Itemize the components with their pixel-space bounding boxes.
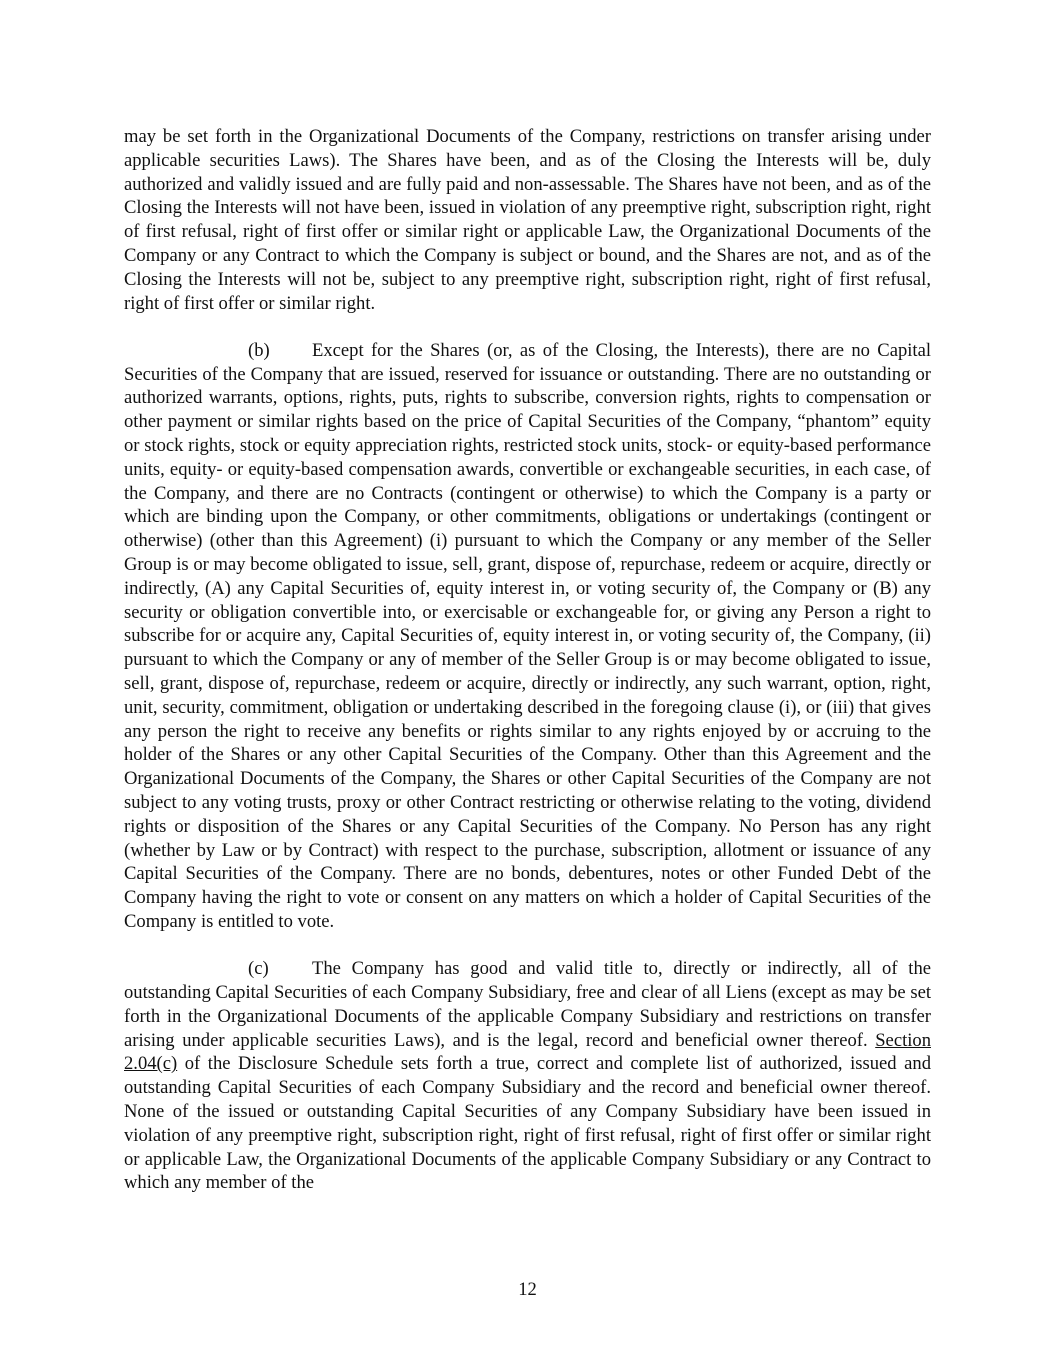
paragraph-b-text: Except for the Shares (or, as of the Closing, the Interests), there are no Capital Securities of the Company that are issued, reserved for issuance or outstanding. There are no outstanding or authorized warrants, options, rights, puts, rights to subscribe, conversion rights, rights to compensation or other payment or similar rights based on the price of Capital Securities of the Company, “phantom” equity or stock rights, stock or equity appreciation rights, restricted stock units, stock- or equity-based performance units, equity- or equity-based compensation awards, convertible or exchangeable securities, in each case, of the Company, and there are no Contracts (contingent or otherwise) to which the Company is a party or which are binding upon the Company, or other commitments, obligations or undertakings (contingent or otherwise) (other than this Agreement) (i) pursuant to which the Company or any member of the Seller Group is or may become obligated to issue, sell, grant, dispose of, repurchase, redeem or acquire, directly or indirectly, (A) any Capital Securities of, equity interest in, or voting security of, the Company or (B) any security or obligation convertible into, or exercisable or exchangeable for, or giving any Person a right to subscribe for or acquire any, Capital Securities of, equity interest in, or voting security of, the Company, (ii) pursuant to which the Company or any of member of the Seller Group is or may become obligated to issue, sell, grant, dispose of, repurchase, redeem or acquire, directly or indirectly, any such warrant, option, right, unit, security, commitment, obligation or undertaking described in the foregoing clause (i), or (iii) that gives any person the right to receive any benefits or rights similar to any rights enjoyed by or accruing to the holder of the Shares or any other Capital Securities of the Company. Other than this Agreement and the Organizational Documents of the Company, the Shares or other Capital Securities of the Company are not subject to any voting trusts, proxy or other Contract restricting or otherwise relating to the voting, dividend rights or disposition of the Shares or any Capital Securities of the Company. No Person has any right (whether by Law or by Contract) with respect to the purchase, subscription, allotment or issuance of any Capital Securities of the Company. There are no bonds, debentures, notes or other Funded Debt of the Company having the right to vote or consent on any matters on which a holder of Capital Securities of the Company is entitled to vote.: [124, 339, 931, 932]
paragraph-c: [124, 957, 931, 1195]
paragraph-b-label: (b): [248, 339, 270, 361]
document-body: [124, 125, 931, 1219]
section-reference-link[interactable]: Section 2.04(c): [124, 1029, 931, 1075]
paragraph-b: [124, 339, 931, 934]
paragraph-c-label: (c): [248, 958, 269, 980]
page-number: 12: [518, 1279, 537, 1300]
paragraph-c-text-after-ref: of the Disclosure Schedule sets forth a true, correct and complete list of authorized, issued and outstanding Capital Securities of each Company Subsidiary and the record and beneficial owner thereof. None of the issued or outstanding Capital Securities of any Company Subsidiary have been issued in violation of any preemptive right, subscription right, right of first refusal, right of first offer or similar right or applicable Law, the Organizational Documents of the applicable Company Subsidiary or any Contract to which any member of the: [124, 1053, 931, 1194]
paragraph-c-text-before-ref: The Company has good and valid title to, directly or indirectly, all of the outstanding Capital Securities of each Company Subsidiary, free and clear of all Liens (except as may be set forth in the Organizational Documents of the applicable Company Subsidiary and restrictions on transfer arising under applicable securities Laws), and is the legal, record and beneficial owner thereof.: [124, 958, 931, 1051]
paragraph-a-continuation: may be set forth in the Organizational Documents of the Company, restrictions on transfer arising under applicable securities Laws). The Shares have been, and as of the Closing the Interests will be, duly authorized and validly issued and are fully paid and non-assessable. The Shares have not been, and as of the Closing the Interests will not have been, issued in violation of any preemptive right, subscription right, right of first refusal, right of first offer or similar right or applicable Law, the Organizational Documents of the Company or any Contract to which the Company is subject or bound, and the Shares are not, and as of the Closing the Interests will not be, subject to any preemptive right, subscription right, right of first refusal, right of first offer or similar right.: [124, 126, 931, 314]
